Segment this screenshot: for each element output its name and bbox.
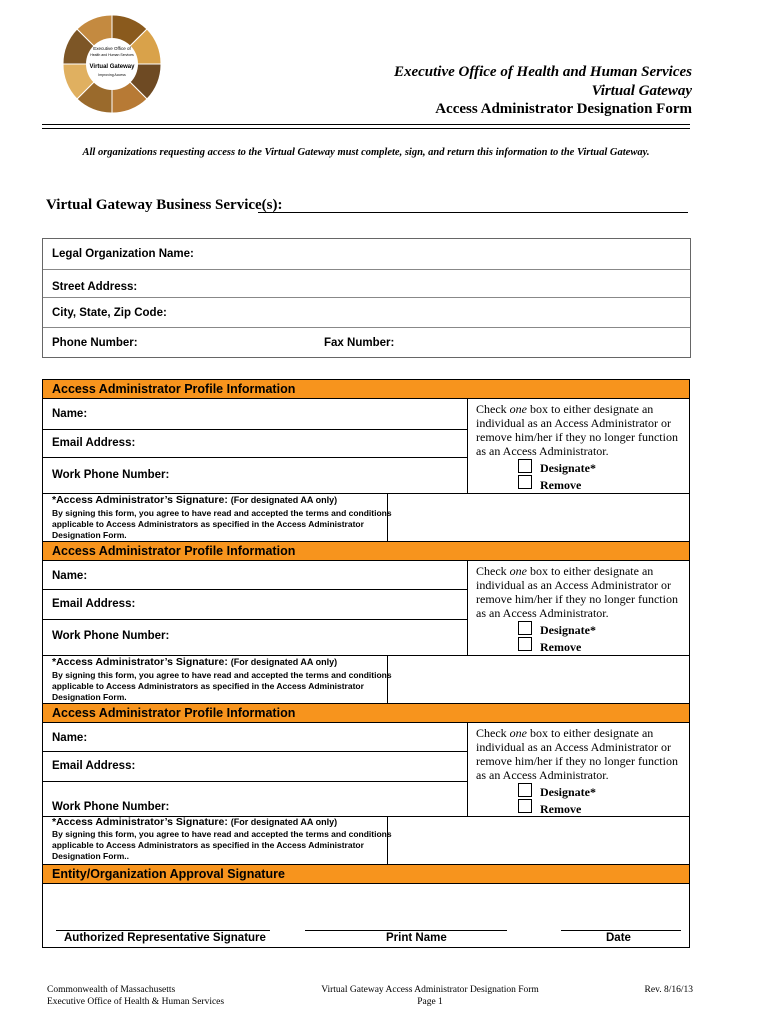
header-agency: Executive Office of Health and Human Services (393, 64, 692, 80)
footer-page-number: Page 1 (417, 997, 443, 1007)
approval-title: Entity/Organization Approval Signature (52, 867, 285, 881)
city-label: City, State, Zip Code: (52, 307, 167, 319)
designate-checkbox[interactable] (518, 621, 532, 635)
aa-signature-label: *Access Administrator’s Signature: (For designated AA only) (52, 656, 338, 668)
print-name-line[interactable] (305, 930, 507, 931)
aa-name-label: Name: (52, 570, 88, 582)
fax-label: Fax Number: (324, 337, 395, 349)
divider (43, 619, 467, 620)
divider (43, 751, 467, 752)
date-line[interactable] (561, 930, 681, 931)
designate-label: Designate* (540, 461, 596, 475)
aa-signature-field[interactable] (388, 817, 688, 863)
aa-section-title: Access Administrator Profile Information (52, 382, 296, 396)
aa-section-3-header (42, 703, 690, 723)
logo-text-3: Virtual Gateway (89, 64, 135, 70)
aa-work-phone-label: Work Phone Number: (52, 630, 170, 642)
business-service-label: Virtual Gateway Business Service(s): (46, 197, 283, 213)
authorized-signature-label: Authorized Representative Signature (64, 932, 266, 944)
page-title: Access Administrator Designation Form (435, 101, 692, 117)
footer-center (300, 984, 560, 1008)
aa-signature-terms: By signing this form, you agree to have read and accepted the terms and conditions applicable to Access Administrators as specified in the Access Administrator Designation Form. (52, 508, 392, 540)
approval-section (42, 884, 690, 948)
aa-signature-terms: By signing this form, you agree to have read and accepted the terms and conditions applicable to Access Administrators as specified in the Access Administrator Designation Form.. (52, 829, 392, 861)
aa-email-label: Email Address: (52, 437, 136, 449)
header-rule (42, 124, 690, 125)
divider (43, 327, 690, 328)
divider (43, 429, 467, 430)
remove-checkbox[interactable] (518, 475, 532, 489)
aa-section-title: Access Administrator Profile Information (52, 706, 296, 720)
header-rule-2 (42, 128, 690, 129)
footer-form-title: Virtual Gateway Access Administrator Designation Form (321, 985, 539, 995)
remove-label: Remove (540, 640, 582, 654)
aa-email-label: Email Address: (52, 760, 136, 772)
virtual-gateway-logo (62, 14, 162, 114)
designate-checkbox[interactable] (518, 459, 532, 473)
remove-label: Remove (540, 802, 582, 816)
designate-label: Designate* (540, 623, 596, 637)
print-name-label: Print Name (386, 932, 447, 944)
aa-work-phone-label: Work Phone Number: (52, 801, 170, 813)
aa-instruction-note: Check one box to either designate an individual as an Access Administrator or remove him/her if they no longer function as an Access Administrator. (476, 726, 678, 782)
aa-name-label: Name: (52, 408, 88, 420)
aa-section-3 (42, 723, 690, 864)
logo-text-2: Health and Human Services (90, 53, 134, 57)
aa-section-title: Access Administrator Profile Information (52, 544, 296, 558)
footer-revision: Rev. 8/16/13 (644, 985, 693, 995)
divider (43, 269, 690, 270)
divider (467, 561, 468, 655)
designate-label: Designate* (540, 785, 596, 799)
divider (43, 781, 467, 782)
aa-signature-label: *Access Administrator’s Signature: (For designated AA only) (52, 816, 338, 828)
intro-text: All organizations requesting access to the Virtual Gateway must complete, sign, and return this information to the Virtual Gateway. (82, 147, 650, 158)
aa-section-2 (42, 561, 690, 703)
logo-text-4: Improving Access (98, 73, 126, 77)
divider (43, 589, 467, 590)
footer-agency: Executive Office of Health & Human Services (47, 997, 225, 1007)
remove-checkbox[interactable] (518, 799, 532, 813)
divider (467, 399, 468, 493)
aa-instruction-note: Check one box to either designate an individual as an Access Administrator or remove him/her if they no longer function as an Access Administrator. (476, 564, 678, 620)
remove-checkbox[interactable] (518, 637, 532, 651)
organization-box (42, 238, 691, 358)
designate-checkbox[interactable] (518, 783, 532, 797)
aa-signature-field[interactable] (388, 494, 688, 540)
header-gateway: Virtual Gateway (591, 83, 692, 99)
remove-label: Remove (540, 478, 582, 492)
aa-section-1-header (42, 379, 690, 399)
footer-left (47, 984, 224, 1008)
logo-text-1: Executive Office of (93, 46, 131, 51)
aa-signature-field[interactable] (388, 656, 688, 702)
aa-section-1 (42, 399, 690, 541)
approval-header (42, 864, 690, 884)
aa-work-phone-label: Work Phone Number: (52, 469, 170, 481)
divider (43, 457, 467, 458)
legal-name-label: Legal Organization Name: (52, 248, 194, 260)
authorized-signature-line[interactable] (56, 930, 270, 931)
aa-signature-label: *Access Administrator’s Signature: (For designated AA only) (52, 494, 338, 506)
aa-section-2-header (42, 541, 690, 561)
footer-commonwealth: Commonwealth of Massachusetts (47, 985, 176, 995)
divider (467, 723, 468, 816)
street-label: Street Address: (52, 281, 138, 293)
date-label: Date (606, 932, 631, 944)
aa-name-label: Name: (52, 732, 88, 744)
phone-label: Phone Number: (52, 337, 138, 349)
aa-email-label: Email Address: (52, 598, 136, 610)
divider (43, 297, 690, 298)
aa-instruction-note: Check one box to either designate an individual as an Access Administrator or remove him/her if they no longer function as an Access Administrator. (476, 402, 678, 458)
aa-signature-terms: By signing this form, you agree to have read and accepted the terms and conditions applicable to Access Administrators as specified in the Access Administrator Designation Form. (52, 670, 392, 702)
business-service-field[interactable] (258, 212, 688, 213)
